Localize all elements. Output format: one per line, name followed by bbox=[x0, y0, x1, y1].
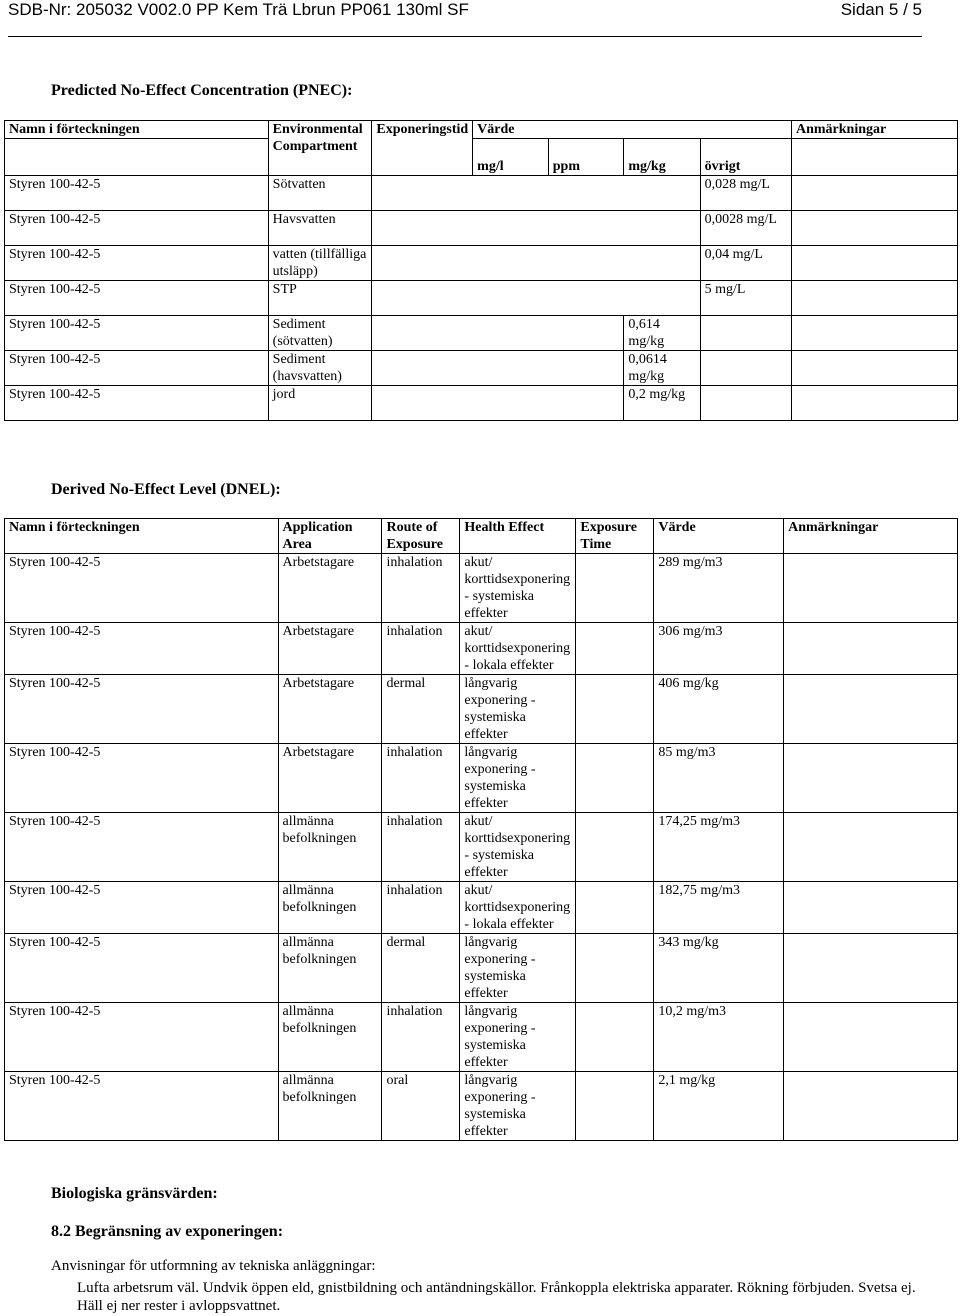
dnel-header-effect: Health Effect bbox=[460, 519, 576, 554]
dnel-name: Styren 100-42-5 bbox=[5, 623, 279, 675]
table-row bbox=[5, 386, 958, 421]
pnec-mgkg bbox=[372, 211, 700, 246]
pnec-sub-other: övrigt bbox=[700, 139, 791, 176]
table-row bbox=[5, 281, 958, 316]
pnec-sub-mgl: mg/l bbox=[473, 139, 549, 176]
pnec-sub-ppm: ppm bbox=[548, 139, 624, 176]
dnel-effect: akut/ korttidsexponering - lokala effekter bbox=[460, 882, 576, 934]
pnec-mgkg: 0,2 mg/kg bbox=[624, 386, 700, 421]
dnel-value: 10,2 mg/m3 bbox=[654, 1003, 784, 1072]
dnel-effect: långvarig exponering - systemiska effekter bbox=[460, 1003, 576, 1072]
pnec-sub-mgkg: mg/kg bbox=[624, 139, 700, 176]
table-row bbox=[5, 882, 958, 934]
dnel-effect: akut/ korttidsexponering - systemiska effekter bbox=[460, 813, 576, 882]
pnec-other bbox=[700, 351, 791, 386]
dnel-route: inhalation bbox=[382, 744, 460, 813]
dnel-effect: långvarig exponering - systemiska effekter bbox=[460, 744, 576, 813]
pnec-header-compartment: Environmental Compartment bbox=[268, 121, 372, 176]
dnel-area: allmänna befolkningen bbox=[278, 1003, 382, 1072]
pnec-name: Styren 100-42-5 bbox=[5, 246, 269, 281]
pnec-other: 0,0028 mg/L bbox=[700, 211, 791, 246]
dnel-route: inhalation bbox=[382, 882, 460, 934]
dnel-route: inhalation bbox=[382, 623, 460, 675]
dnel-area: allmänna befolkningen bbox=[278, 882, 382, 934]
pnec-mgkg bbox=[372, 246, 700, 281]
dnel-header-value: Värde bbox=[654, 519, 784, 554]
pnec-name: Styren 100-42-5 bbox=[5, 316, 269, 351]
page-number: Sidan 5 / 5 bbox=[840, 0, 922, 19]
page-header bbox=[8, 0, 922, 37]
pnec-mgkg: 0,614 mg/kg bbox=[624, 316, 700, 351]
dnel-name: Styren 100-42-5 bbox=[5, 813, 279, 882]
pnec-header-remarks: Anmärkningar bbox=[791, 121, 957, 139]
dnel-route: inhalation bbox=[382, 554, 460, 623]
table-row bbox=[5, 176, 958, 211]
dnel-title: Derived No-Effect Level (DNEL): bbox=[51, 481, 281, 498]
dnel-area: allmänna befolkningen bbox=[278, 1072, 382, 1141]
dnel-effect: akut/ korttidsexponering - systemiska effekter bbox=[460, 554, 576, 623]
dnel-name: Styren 100-42-5 bbox=[5, 675, 279, 744]
dnel-route: inhalation bbox=[382, 813, 460, 882]
pnec-compartment: jord bbox=[268, 386, 372, 421]
dnel-area: Arbetstagare bbox=[278, 675, 382, 744]
pnec-compartment: vatten (tillfälliga utsläpp) bbox=[268, 246, 372, 281]
document-id: SDB-Nr: 205032 V002.0 PP Kem Trä Lbrun PP061 130ml SF bbox=[8, 0, 469, 19]
pnec-compartment: Sötvatten bbox=[268, 176, 372, 211]
pnec-other: 0,04 mg/L bbox=[700, 246, 791, 281]
pnec-compartment: Sediment (sötvatten) bbox=[268, 316, 372, 351]
dnel-value: 85 mg/m3 bbox=[654, 744, 784, 813]
dnel-route: dermal bbox=[382, 675, 460, 744]
pnec-title: Predicted No-Effect Concentration (PNEC): bbox=[51, 82, 353, 99]
table-row bbox=[5, 246, 958, 281]
dnel-header-time: Exposure Time bbox=[576, 519, 654, 554]
table-row bbox=[5, 351, 958, 386]
pnec-other bbox=[700, 386, 791, 421]
pnec-other bbox=[700, 316, 791, 351]
pnec-other: 5 mg/L bbox=[700, 281, 791, 316]
dnel-value: 174,25 mg/m3 bbox=[654, 813, 784, 882]
section-82-title: 8.2 Begränsning av exponeringen: bbox=[51, 1223, 284, 1240]
pnec-compartment: Sediment (havsvatten) bbox=[268, 351, 372, 386]
dnel-route: inhalation bbox=[382, 1003, 460, 1072]
dnel-header-area: Application Area bbox=[278, 519, 382, 554]
pnec-mgkg bbox=[372, 176, 700, 211]
pnec-table bbox=[4, 120, 958, 421]
dnel-table bbox=[4, 518, 958, 1141]
dnel-value: 306 mg/m3 bbox=[654, 623, 784, 675]
dnel-value: 2,1 mg/kg bbox=[654, 1072, 784, 1141]
dnel-header-name: Namn i förteckningen bbox=[5, 519, 279, 554]
pnec-other: 0,028 mg/L bbox=[700, 176, 791, 211]
pnec-name: Styren 100-42-5 bbox=[5, 281, 269, 316]
pnec-compartment: STP bbox=[268, 281, 372, 316]
dnel-effect: långvarig exponering - systemiska effekter bbox=[460, 1072, 576, 1141]
dnel-route: oral bbox=[382, 1072, 460, 1141]
pnec-name: Styren 100-42-5 bbox=[5, 351, 269, 386]
pnec-compartment: Havsvatten bbox=[268, 211, 372, 246]
pnec-mgkg bbox=[372, 281, 700, 316]
pnec-name: Styren 100-42-5 bbox=[5, 211, 269, 246]
dnel-effect: långvarig exponering - systemiska effekter bbox=[460, 934, 576, 1003]
pnec-header-exposure: Exponeringstid bbox=[372, 121, 473, 176]
dnel-value: 289 mg/m3 bbox=[654, 554, 784, 623]
pnec-name: Styren 100-42-5 bbox=[5, 386, 269, 421]
dnel-area: Arbetstagare bbox=[278, 744, 382, 813]
dnel-area: Arbetstagare bbox=[278, 554, 382, 623]
table-row bbox=[5, 554, 958, 623]
dnel-effect: långvarig exponering - systemiska effekter bbox=[460, 675, 576, 744]
table-row bbox=[5, 316, 958, 351]
table-row bbox=[5, 813, 958, 882]
dnel-area: Arbetstagare bbox=[278, 623, 382, 675]
pnec-name: Styren 100-42-5 bbox=[5, 176, 269, 211]
dnel-header-route: Route of Exposure bbox=[382, 519, 460, 554]
table-row bbox=[5, 744, 958, 813]
dnel-route: dermal bbox=[382, 934, 460, 1003]
dnel-name: Styren 100-42-5 bbox=[5, 554, 279, 623]
table-row bbox=[5, 675, 958, 744]
dnel-value: 182,75 mg/m3 bbox=[654, 882, 784, 934]
table-row bbox=[5, 211, 958, 246]
dnel-name: Styren 100-42-5 bbox=[5, 1003, 279, 1072]
dnel-value: 343 mg/kg bbox=[654, 934, 784, 1003]
table-row bbox=[5, 934, 958, 1003]
pnec-header-name: Namn i förteckningen bbox=[5, 121, 269, 139]
section-82-subtitle: Anvisningar för utformning av tekniska anläggningar: bbox=[51, 1258, 376, 1274]
dnel-area: allmänna befolkningen bbox=[278, 813, 382, 882]
section-82-text: Lufta arbetsrum väl. Undvik öppen eld, gnistbildning och antändningskällor. Frånkoppla elektriska apparater. Rökning förbjuden. Svetsa ej. Häll ej ner rester i avloppsvattnet. bbox=[77, 1280, 916, 1314]
dnel-name: Styren 100-42-5 bbox=[5, 1072, 279, 1141]
table-row bbox=[5, 1003, 958, 1072]
dnel-name: Styren 100-42-5 bbox=[5, 744, 279, 813]
pnec-header-value: Värde bbox=[473, 121, 792, 139]
table-row bbox=[5, 1072, 958, 1141]
table-row bbox=[5, 623, 958, 675]
dnel-area: allmänna befolkningen bbox=[278, 934, 382, 1003]
dnel-header-remarks: Anmärkningar bbox=[784, 519, 958, 554]
dnel-value: 406 mg/kg bbox=[654, 675, 784, 744]
dnel-name: Styren 100-42-5 bbox=[5, 882, 279, 934]
pnec-mgkg: 0,0614 mg/kg bbox=[624, 351, 700, 386]
dnel-name: Styren 100-42-5 bbox=[5, 934, 279, 1003]
dnel-effect: akut/ korttidsexponering - lokala effekter bbox=[460, 623, 576, 675]
bio-title: Biologiska gränsvärden: bbox=[51, 1185, 218, 1202]
